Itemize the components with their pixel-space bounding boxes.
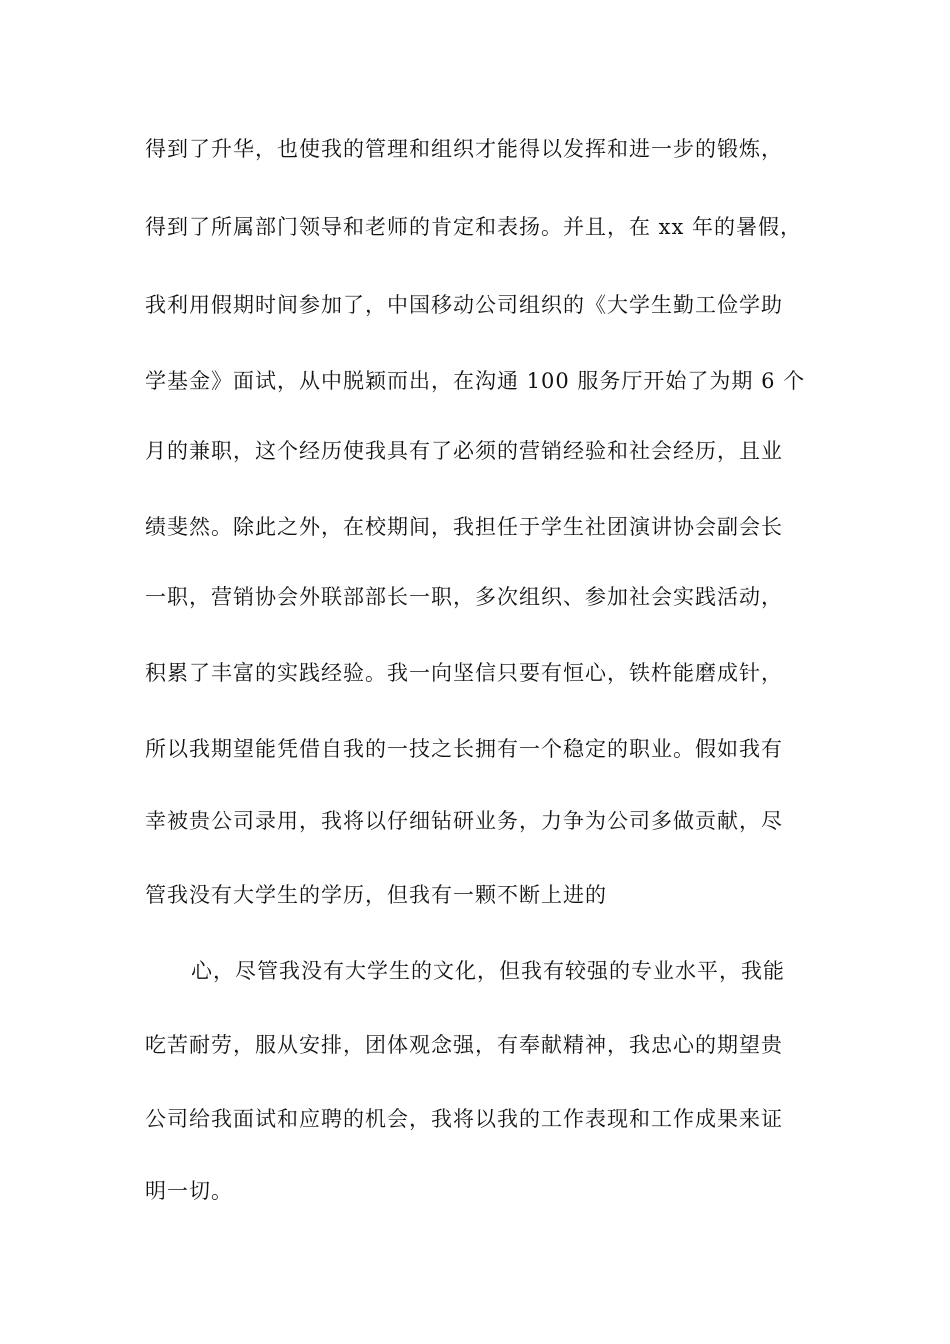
- paragraph-line: 得到了升华，也使我的管理和组织才能得以发挥和进一步的锻炼，: [145, 137, 783, 161]
- paragraph-line: 月的兼职，这个经历使我具有了必须的营销经验和社会经历，且业: [145, 439, 783, 463]
- paragraph-line: 吃苦耐劳，服从安排，团体观念强，有奉献精神，我忠心的期望贵: [145, 1033, 783, 1057]
- paragraph-line: 一职，营销协会外联部部长一职，多次组织、参加社会实践活动，: [145, 585, 783, 609]
- paragraph-line: 管我没有大学生的学历，但我有一颗不断上进的: [145, 883, 607, 907]
- paragraph-line: 得到了所属部门领导和老师的肯定和表扬。并且，在 xx 年的暑假，: [145, 215, 803, 239]
- paragraph-line: 所以我期望能凭借自我的一技之长拥有一个稳定的职业。假如我有: [145, 737, 783, 761]
- paragraph-line: 明一切。: [145, 1179, 233, 1203]
- paragraph-line: 幸被贵公司录用，我将以仔细钻研业务，力争为公司多做贡献，尽: [145, 809, 783, 833]
- paragraph-line: 心，尽管我没有大学生的文化，但我有较强的专业水平，我能: [191, 959, 785, 983]
- paragraph-line: 公司给我面试和应聘的机会，我将以我的工作表现和工作成果来证: [145, 1107, 783, 1131]
- paragraph-line: 学基金》面试，从中脱颖而出，在沟通 100 服务厅开始了为期 6 个: [145, 369, 806, 393]
- paragraph-line: 绩斐然。除此之外，在校期间，我担任于学生社团演讲协会副会长: [145, 515, 783, 539]
- paragraph-line: 积累了丰富的实践经验。我一向坚信只要有恒心，铁杵能磨成针，: [145, 661, 783, 685]
- paragraph-line: 我利用假期时间参加了，中国移动公司组织的《大学生勤工俭学助: [145, 293, 783, 317]
